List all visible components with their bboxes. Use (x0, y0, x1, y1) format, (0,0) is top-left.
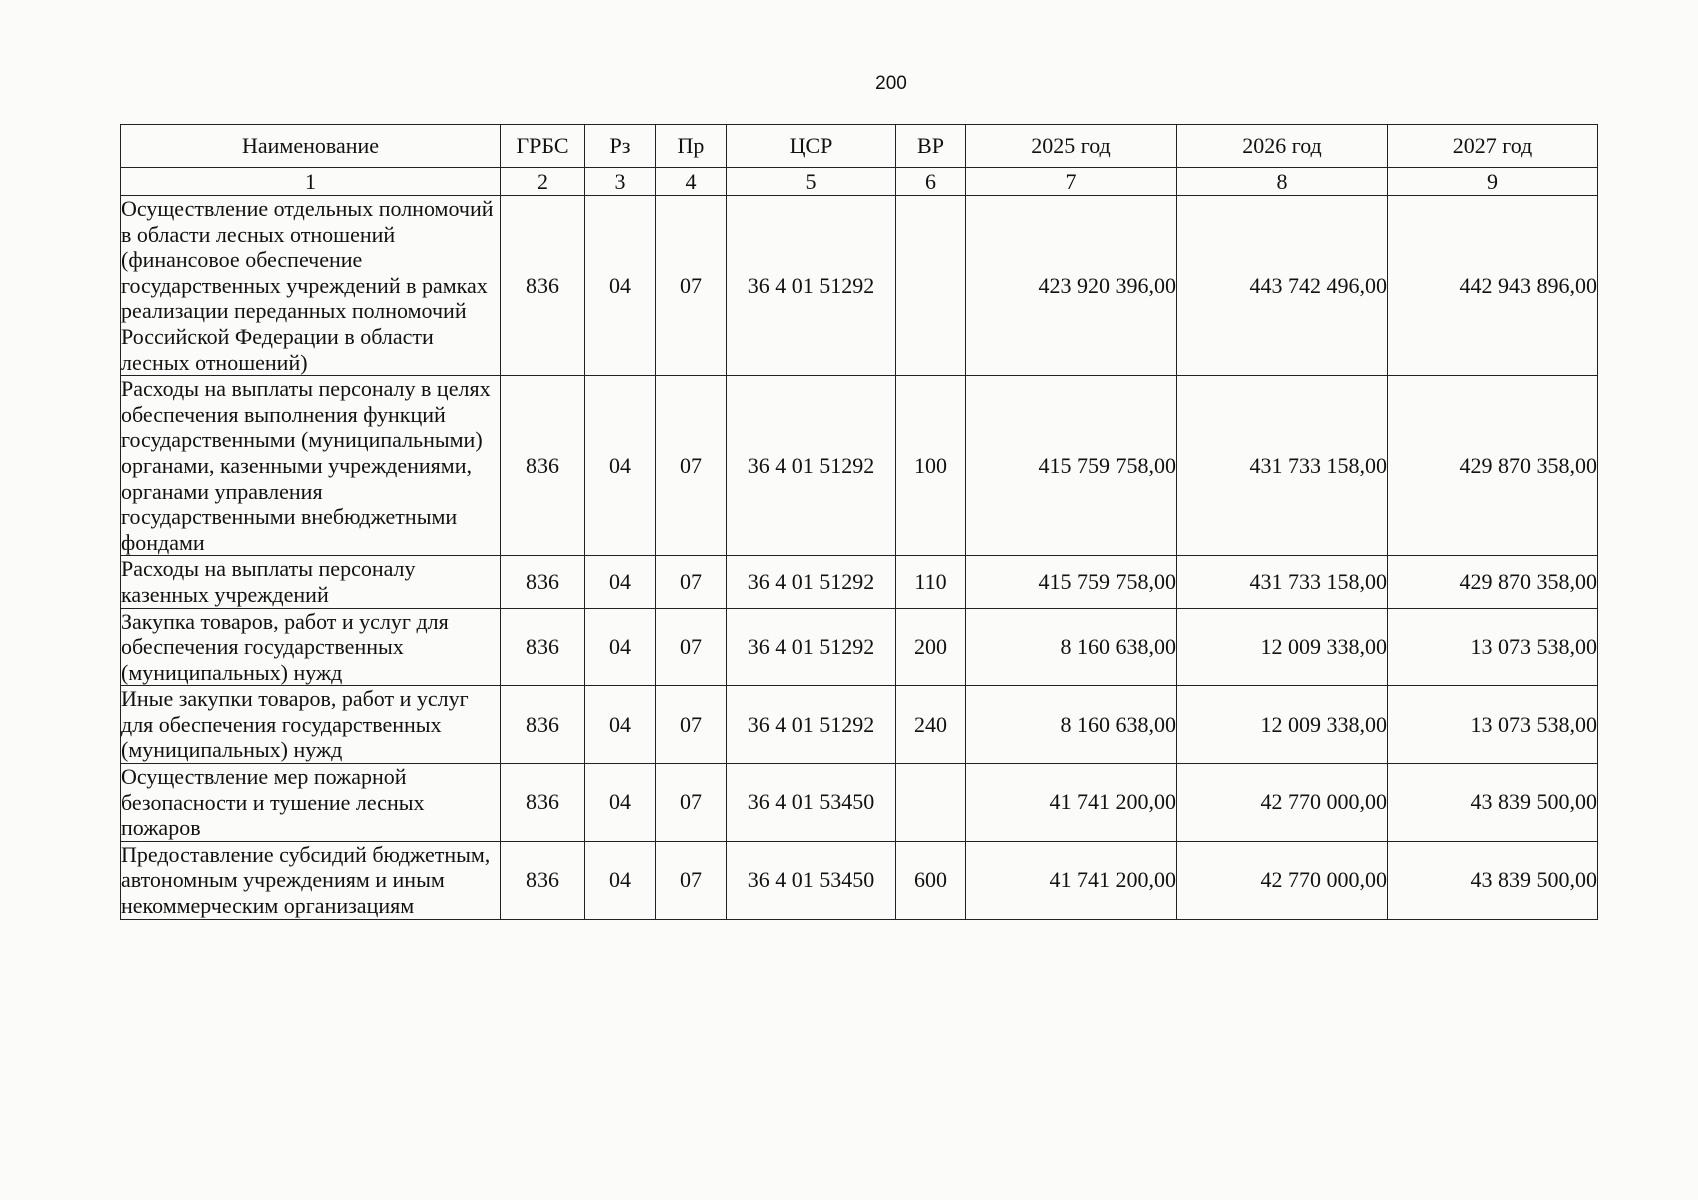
row-rz: 04 (585, 376, 656, 556)
row-rz: 04 (585, 556, 656, 608)
header-row (121, 125, 1598, 168)
row-csr: 36 4 01 51292 (727, 608, 896, 686)
row-2026: 12 009 338,00 (1177, 608, 1388, 686)
row-2027: 13 073 538,00 (1388, 686, 1598, 764)
row-2025: 415 759 758,00 (966, 556, 1177, 608)
row-2026: 42 770 000,00 (1177, 841, 1388, 919)
row-2027: 13 073 538,00 (1388, 608, 1598, 686)
header-vr: ВР (896, 125, 966, 168)
header-csr: ЦСР (727, 125, 896, 168)
row-vr: 100 (896, 376, 966, 556)
column-number: 3 (585, 168, 656, 196)
column-number: 2 (501, 168, 585, 196)
row-2025: 8 160 638,00 (966, 686, 1177, 764)
row-name: Иные закупки товаров, работ и услуг для обеспечения государственных (муниципальных) нужд (121, 686, 501, 764)
row-grbs: 836 (501, 841, 585, 919)
row-vr (896, 196, 966, 376)
row-2027: 442 943 896,00 (1388, 196, 1598, 376)
row-grbs: 836 (501, 686, 585, 764)
row-2025: 8 160 638,00 (966, 608, 1177, 686)
header-2027: 2027 год (1388, 125, 1598, 168)
row-grbs: 836 (501, 196, 585, 376)
row-2027: 43 839 500,00 (1388, 764, 1598, 842)
column-number: 6 (896, 168, 966, 196)
row-rz: 04 (585, 608, 656, 686)
row-rz: 04 (585, 764, 656, 842)
row-2027: 429 870 358,00 (1388, 556, 1598, 608)
table-row (121, 556, 1598, 608)
row-pr: 07 (656, 556, 727, 608)
row-name: Расходы на выплаты персоналу в целях обеспечения выполнения функций государственными (муниципальными) органами, казенными учреждениями, органами управления государственными внебюджетными фондами (121, 376, 501, 556)
column-number: 5 (727, 168, 896, 196)
header-2026: 2026 год (1177, 125, 1388, 168)
table-row (121, 764, 1598, 842)
row-csr: 36 4 01 51292 (727, 376, 896, 556)
row-grbs: 836 (501, 556, 585, 608)
column-number: 8 (1177, 168, 1388, 196)
row-vr: 240 (896, 686, 966, 764)
row-name: Осуществление мер пожарной безопасности и тушение лесных пожаров (121, 764, 501, 842)
table-row (121, 196, 1598, 376)
row-2026: 431 733 158,00 (1177, 556, 1388, 608)
header-name: Наименование (121, 125, 501, 168)
table-row (121, 608, 1598, 686)
row-csr: 36 4 01 51292 (727, 556, 896, 608)
table-row (121, 376, 1598, 556)
row-2026: 42 770 000,00 (1177, 764, 1388, 842)
budget-table (120, 124, 1598, 920)
row-2027: 43 839 500,00 (1388, 841, 1598, 919)
row-pr: 07 (656, 376, 727, 556)
row-vr: 600 (896, 841, 966, 919)
column-number-row (121, 168, 1598, 196)
row-name: Расходы на выплаты персоналу казенных учреждений (121, 556, 501, 608)
table-row (121, 841, 1598, 919)
row-rz: 04 (585, 841, 656, 919)
row-2025: 423 920 396,00 (966, 196, 1177, 376)
column-number: 7 (966, 168, 1177, 196)
row-2026: 431 733 158,00 (1177, 376, 1388, 556)
row-2025: 415 759 758,00 (966, 376, 1177, 556)
row-name: Предоставление субсидий бюджетным, автономным учреждениям и иным некоммерческим организациям (121, 841, 501, 919)
row-pr: 07 (656, 686, 727, 764)
row-name: Закупка товаров, работ и услуг для обеспечения государственных (муниципальных) нужд (121, 608, 501, 686)
row-2027: 429 870 358,00 (1388, 376, 1598, 556)
row-pr: 07 (656, 841, 727, 919)
column-number: 9 (1388, 168, 1598, 196)
row-2025: 41 741 200,00 (966, 841, 1177, 919)
row-rz: 04 (585, 196, 656, 376)
row-csr: 36 4 01 51292 (727, 196, 896, 376)
row-2026: 443 742 496,00 (1177, 196, 1388, 376)
header-rz: Рз (585, 125, 656, 168)
table-row (121, 686, 1598, 764)
header-grbs: ГРБС (501, 125, 585, 168)
row-vr: 200 (896, 608, 966, 686)
row-pr: 07 (656, 764, 727, 842)
row-csr: 36 4 01 53450 (727, 764, 896, 842)
header-pr: Пр (656, 125, 727, 168)
row-csr: 36 4 01 53450 (727, 841, 896, 919)
row-pr: 07 (656, 608, 727, 686)
row-csr: 36 4 01 51292 (727, 686, 896, 764)
row-vr: 110 (896, 556, 966, 608)
page-number: 200 (875, 73, 907, 94)
row-grbs: 836 (501, 764, 585, 842)
row-grbs: 836 (501, 608, 585, 686)
column-number: 4 (656, 168, 727, 196)
header-2025: 2025 год (966, 125, 1177, 168)
row-name: Осуществление отдельных полномочий в области лесных отношений (финансовое обеспечение государственных учреждений в рамках реализации переданных полномочий Российской Федерации в области лесных отношений) (121, 196, 501, 376)
row-2025: 41 741 200,00 (966, 764, 1177, 842)
row-vr (896, 764, 966, 842)
row-2026: 12 009 338,00 (1177, 686, 1388, 764)
row-rz: 04 (585, 686, 656, 764)
row-grbs: 836 (501, 376, 585, 556)
row-pr: 07 (656, 196, 727, 376)
column-number: 1 (121, 168, 501, 196)
